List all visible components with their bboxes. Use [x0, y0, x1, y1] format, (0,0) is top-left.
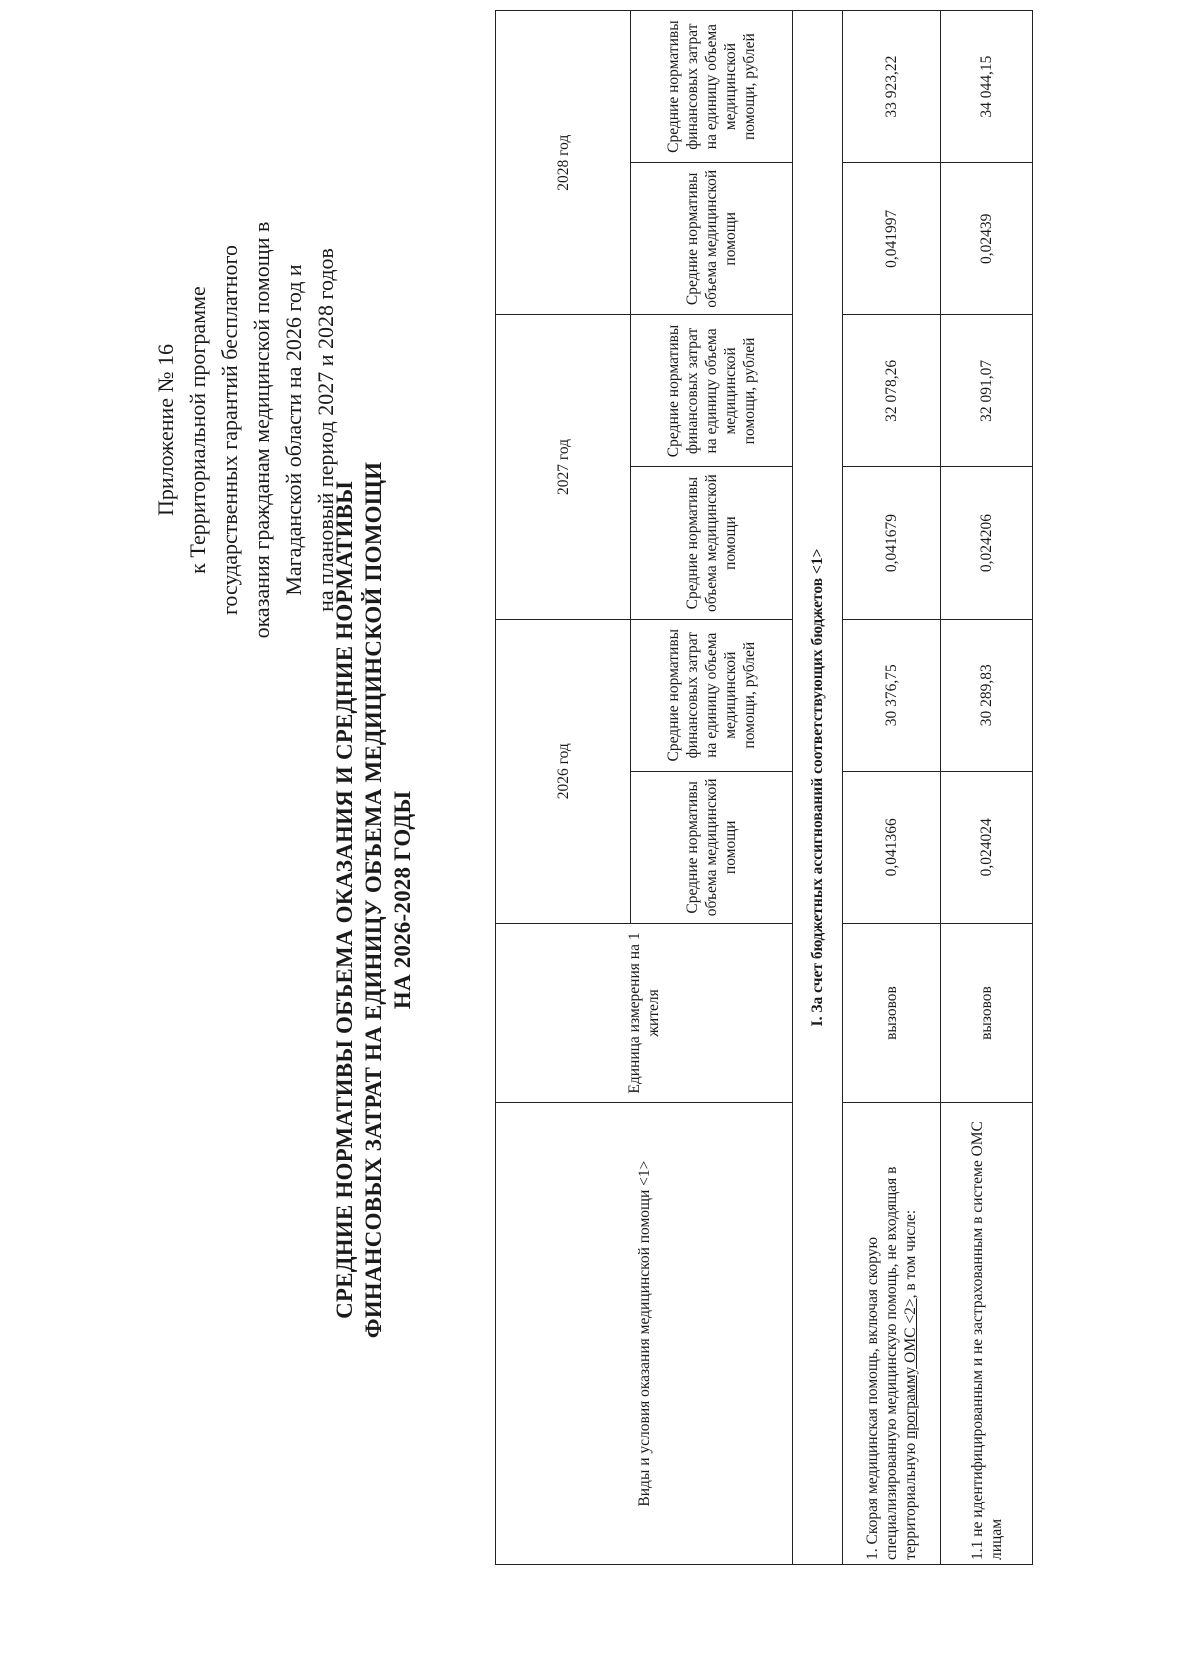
- section-title: I. За счет бюджетных ассигнований соответствующих бюджетов <1>: [793, 11, 843, 1565]
- row-name-part: 1. Скорая медицинская помощь, включая скорую специализированную медицинскую помощь, не входящая в территориальную: [864, 1166, 919, 1560]
- appendix-line: к Территориальной программе: [185, 286, 210, 574]
- header-volume-norm-2027: Средние нормативы объема медицинской помощи: [631, 467, 793, 619]
- appendix-line: Приложение № 16: [153, 343, 178, 517]
- appendix-line: государственных гарантий бесплатного: [217, 244, 242, 616]
- volume-2027: 0,041679: [843, 467, 941, 619]
- header-volume-norm-2028: Средние нормативы объема медицинской помощи: [631, 163, 793, 315]
- document-title: [330, 275, 417, 1525]
- header-unit: Единица измерения на 1 жителя: [496, 923, 793, 1102]
- appendix-line: оказания гражданам медицинской помощи в: [249, 221, 274, 639]
- header-types: Виды и условия оказания медицинской помощи <1>: [496, 1103, 793, 1565]
- row-name-part: , в том числе:: [902, 1209, 919, 1299]
- header-cost-norm-2027: Средние нормативы финансовых затрат на единицу объема медицинской помощи, рублей: [631, 315, 793, 467]
- header-year-2028: 2028 год: [496, 11, 631, 315]
- row-unit: вызовов: [941, 923, 1033, 1102]
- cost-2026: 30 376,75: [843, 619, 941, 771]
- title-line: ФИНАНСОВЫХ ЗАТРАТ НА ЕДИНИЦУ ОБЪЕМА МЕДИЦИНСКОЙ ПОМОЩИ: [361, 461, 386, 1339]
- row-name: 1.1 не идентифицированным и не застрахованным в системе ОМС лицам: [941, 1103, 1033, 1565]
- appendix-line: Магаданской области на 2026 год и: [281, 264, 306, 596]
- header-row-years: [496, 11, 631, 1565]
- table-row: [941, 11, 1033, 1565]
- title-line: СРЕДНИЕ НОРМАТИВЫ ОБЪЕМА ОКАЗАНИЯ И СРЕДНИЕ НОРМАТИВЫ: [332, 481, 357, 1319]
- volume-2028: 0,02439: [941, 163, 1033, 315]
- header-cost-norm-2028: Средние нормативы финансовых затрат на единицу объема медицинской помощи, рублей: [631, 11, 793, 163]
- appendix-line: на плановый период 2027 и 2028 годов: [313, 248, 338, 612]
- cost-2027: 32 091,07: [941, 315, 1033, 467]
- cost-2028: 33 923,22: [843, 11, 941, 163]
- header-year-2027: 2027 год: [496, 315, 631, 619]
- volume-2027: 0,024206: [941, 467, 1033, 619]
- row-name: [843, 1103, 941, 1565]
- header-cost-norm-2026: Средние нормативы финансовых затрат на единицу объема медицинской помощи, рублей: [631, 619, 793, 771]
- appendix-note: [150, 200, 342, 660]
- volume-2026: 0,024024: [941, 771, 1033, 923]
- cost-2028: 34 044,15: [941, 11, 1033, 163]
- title-line: НА 2026-2028 ГОДЫ: [390, 790, 415, 1010]
- header-year-2026: 2026 год: [496, 619, 631, 923]
- row-name-link: программу ОМС <2>: [902, 1298, 919, 1439]
- cost-2027: 32 078,26: [843, 315, 941, 467]
- volume-2026: 0,041366: [843, 771, 941, 923]
- section-row: [793, 11, 843, 1565]
- row-unit: вызовов: [843, 923, 941, 1102]
- table-row: [843, 11, 941, 1565]
- volume-2028: 0,041997: [843, 163, 941, 315]
- header-volume-norm-2026: Средние нормативы объема медицинской помощи: [631, 771, 793, 923]
- cost-2026: 30 289,83: [941, 619, 1033, 771]
- norms-table: [495, 10, 1033, 1565]
